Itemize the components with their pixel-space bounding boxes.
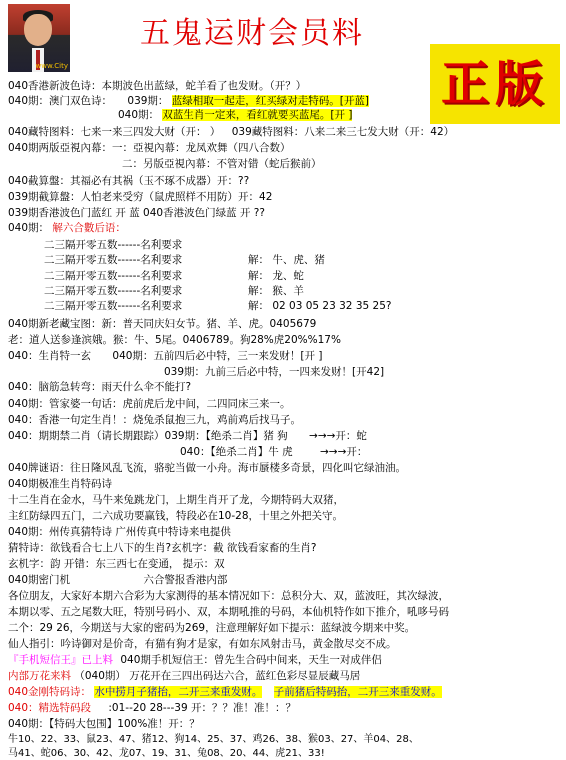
- highlight-text: 子前猪后特码抬，二开三来重发财。: [273, 686, 442, 698]
- text-line: 二：另版亞視內幕：不管对错（蛇后猴前）: [122, 158, 322, 170]
- text-line: 内部万花来料 （040期） 万花开在三四出码达六合，蓝红色彩尽显辰藏马居: [8, 670, 361, 682]
- sms-king-label: 『手机短信王』已上料: [8, 654, 113, 666]
- highlight-text: 双蓝生肖一定来，看红就要买蓝尾。[开 ]: [162, 109, 353, 121]
- riddle-row: 二三隔开零五数------名利要求: [44, 270, 183, 282]
- riddle-row: 二三隔开零五数------名利要求: [44, 239, 183, 251]
- text-line: 十二生肖在金水，马牛来兔跳龙门，上期生肖开了龙，今期特码大双猪，: [8, 494, 344, 506]
- highlight-text: 蓝绿相取一起走，红买绿对走特码。[开蓝]: [171, 95, 369, 107]
- text-line: 040期：州传真猜特诗 广州传真中特诗来电提供: [8, 526, 231, 538]
- text-line: 039期香港波色门蓝红 开 蓝 040香港波色门绿蓝 开 ??: [8, 207, 265, 219]
- text-line: 仙人指引：吟诗御对是价奇，有猫有狗才是家，有如东风射击马，黄金散尽交不成。: [8, 638, 397, 650]
- text-line: 040金刚特码诗： 水中捞月子猪抬，二开三来重发财。 子前猪后特码抬，二开三来重发财。: [8, 686, 442, 698]
- text-line: 039期：九前三后必中特，一四来发财！[开42]: [164, 366, 385, 378]
- text-line: 主红防绿四五门，二六成功要赢钱，特段必在10-28，十里之外把关守。: [8, 510, 344, 522]
- text-line: 040期：【特码大包围】100%准！开：？: [8, 718, 200, 730]
- text-line: 040期密门机 六合警报香港内部: [8, 574, 228, 586]
- text-line: 本期以零、五之尾数大旺，特别号码小、双，本期吼推的号码，本仙机特作如下推介，吼哆号码: [8, 606, 449, 618]
- text-line: 玄机字：韵 开错：东三西七在变通， 提示：双: [8, 558, 225, 570]
- source-label: 内部万花来料: [8, 670, 71, 682]
- author-portrait: [8, 4, 70, 72]
- text-line: 040期两版亞視內幕：一：亞視內幕：龙凤欢舞（四八合数）: [8, 142, 291, 154]
- page-title: 五鬼运财会员料: [140, 16, 364, 51]
- text-line: 040：期期禁二肖（请长期跟踪）039期：【绝杀二肖】猪 狗 →→→开：蛇: [8, 430, 367, 442]
- portrait-watermark: www.City: [35, 62, 68, 70]
- text-line: 040：精选特码段 :01--20 28---39 开：？？准！准！：？: [8, 702, 296, 714]
- text-line: 040截算盤：其福必有其祸（玉不琢不成器）开：??: [8, 175, 250, 187]
- riddle-answer: 解： 猴、羊: [248, 285, 304, 297]
- text-line: 老：道人送参逢滨娥。猴：牛、5尾。0406789。狗28%虎20%%17%: [8, 334, 341, 346]
- riddle-row: 二三隔开零五数------名利要求: [44, 300, 183, 312]
- text-line: 040期： 双蓝生肖一定来，看红就要买蓝尾。[开 ]: [118, 109, 353, 121]
- text-line: 猜特诗：欲钱看合七上八下的生肖?玄机字：截 欲钱看家畜的生肖?: [8, 542, 317, 554]
- text-line: 040：香港一句定生肖！：烧兔杀鼠抱三九，鸡前鸡后找马子。: [8, 414, 302, 426]
- text-line: 040：脑筋急转弯：雨天什么伞不能打?: [8, 381, 192, 393]
- text-line: 040期极准生肖特码诗: [8, 478, 113, 490]
- text-line: 040香港新波色诗：本期波色出蓝绿，蛇羊看了也发财。（开？）: [8, 80, 307, 92]
- text-line: 040：【绝杀二肖】牛 虎 →→→开：: [180, 446, 368, 458]
- text-line: 040期：澳门双色诗： 039期： 蓝绿相取一起走，红买绿对走特码。[开蓝]: [8, 95, 369, 107]
- riddle-answer: 解： 02 03 05 23 32 35 25?: [248, 300, 392, 312]
- text-line: 040期新老藏宝图：新：普天同庆妇女节。猪、羊、虎。0405679: [8, 318, 317, 330]
- text-line: 040期：管家婆一句话：虎前虎后龙中间，二四同床三来一。: [8, 398, 291, 410]
- text-line: 039期截算盤：人怕老来受穷（鼠虎照样不用防）开：42: [8, 191, 273, 203]
- text-line: 各位朋友，大家好本期六合彩为大家测得的基本情况如下：总积分大、双，蓝波旺，其次绿波，: [8, 590, 449, 602]
- text-line: 040期： 解六合數后语：: [8, 222, 126, 234]
- authentic-badge: 正版: [430, 44, 560, 124]
- text-line: 040藏特图料：七来一来三四发大财（开： ） 039藏特图料：八来二来三七发大财（开：42）: [8, 126, 455, 138]
- riddle-answer: 解： 龙、蛇: [248, 270, 304, 282]
- highlight-text: 水中捞月子猪抬，二开三来重发财。: [94, 686, 263, 698]
- text-line: 二个：29 26，今期送与大家的密码为269，注意理解好如下提示：蓝绿波今期来中奖。: [8, 622, 416, 634]
- text-line: 『手机短信王』已上料 040期手机短信王：曾先生合码中间来，天生一对成伴侣: [8, 654, 382, 666]
- section-heading: 解六合數后语：: [52, 222, 126, 234]
- riddle-row: 二三隔开零五数------名利要求: [44, 285, 183, 297]
- riddle-row: 二三隔开零五数------名利要求: [44, 254, 183, 266]
- text-line: 040牌谜语：往日隆风乱飞流，骆驼当做一小舟。海市蜃楼多奇景，四化叫它绿油油。: [8, 462, 407, 474]
- text-line: 马41、蛇06、30、42、龙07、19、31、兔08、20、44、虎21、33!: [8, 748, 325, 759]
- text-line: 040：生肖特一玄 040期：五前四后必中特，三一来发财！[开 ]: [8, 350, 323, 362]
- portrait-face: [24, 14, 52, 46]
- riddle-answer: 解： 牛、虎、猪: [248, 254, 325, 266]
- text-line: 牛10、22、33、鼠23、47、猪12、狗14、25、37、鸡26、38、猴03、27、羊04、28、: [8, 734, 419, 745]
